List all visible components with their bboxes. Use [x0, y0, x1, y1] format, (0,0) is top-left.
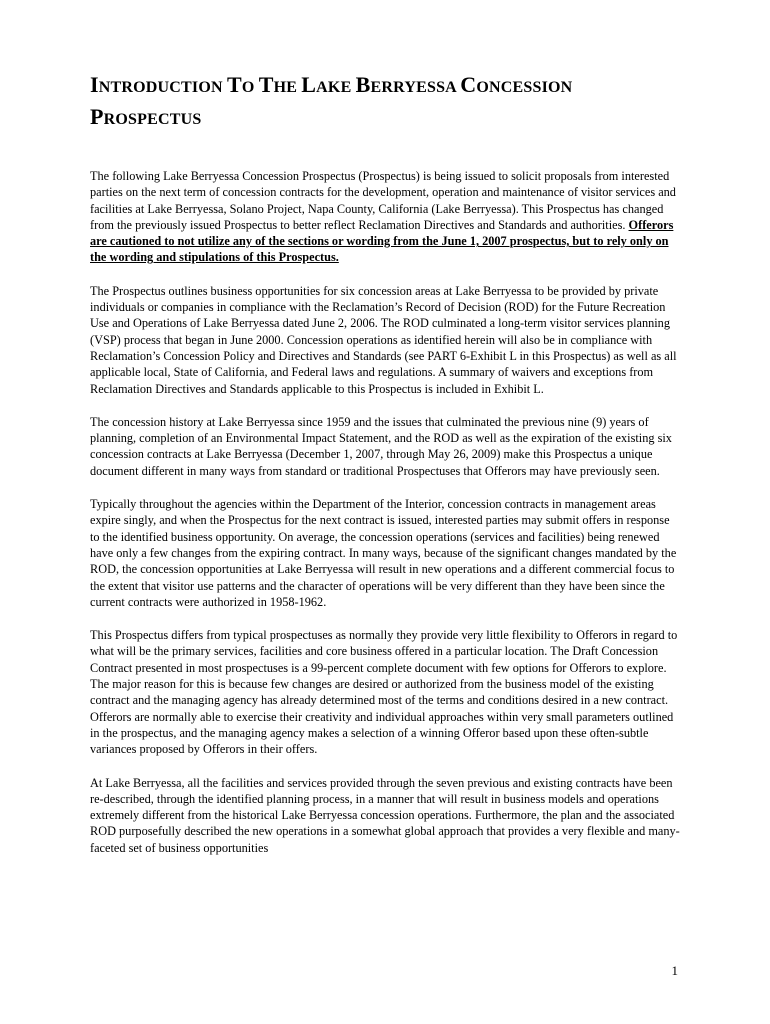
- paragraph-lake-berryessa-facilities: At Lake Berryessa, all the facilities and services provided through the seven previous and existing contracts have been re-described, through the identified planning process, in a manner that will result in business models and operations extremely different from the historical Lake Berryessa concession operations. Furthermore, the plan and the associated ROD purposefully described the new operations in a somewhat global approach that provides a very flexible and many-faceted set of business opportunities: [90, 775, 680, 855]
- paragraph-prospectus-differences: This Prospectus differs from typical prospectuses as normally they provide very little flexibility to Offerors in regard to what will be the primary services, facilities and core business offered in a particular location. The Draft Concession Contract presented in most prospectuses is a 99-percent complete document with few options for Offerors to explore. The major reason for this is because few changes are desired or authorized from the business model of the existing contract and the managing agency has already determined most of the terms and conditions desired in a new contract. Offerors are normally able to exercise their creativity and individual approaches within very small parameters outlined in the prospectus, and the managing agency makes a selection of a winning Offeror based upon these often-subtle variances proposed by Offerors in their offers.: [90, 628, 678, 757]
- paragraph-business-opportunities: The Prospectus outlines business opportunities for six concession areas at Lake Berryessa to be provided by private individuals or companies in compliance with the Reclamation’s Record of Decision (ROD) for the Future Recreation Use and Operations of Lake Berryessa dated June 2, 2006. The ROD culminated a long-term visitor services planning (VSP) process that began in June 2000. Concession operations as identified herein will also be in compliance with Reclamation’s Concession Policy and Directives and Standards (see PART 6-Exhibit L in this Prospectus) as well as all applicable local, State of California, and Federal laws and regulations. A summary of waivers and exceptions from Reclamation Directives and Standards applicable to this Prospectus is included in Exhibit L.: [90, 283, 677, 396]
- offeror-warning: Offerors are cautioned to not utilize any of the sections or wording from the June 1, 2007 prospectus, but to rely only on the wording and stipulations of this Prospectus.: [90, 217, 674, 265]
- paragraph-intro: [90, 168, 680, 266]
- paragraph-typical-contracts: Typically throughout the agencies within the Department of the Interior, concession contracts in management areas expire singly, and when the Prospectus for the next contract is issued, interested parties may submit offers in response to the identified business opportunity. On average, the concession operations (services and facilities) being renewed have only a few changes from the expiring contract. In many ways, because of the significant changes mandated by the ROD, the concession opportunities at Lake Berryessa will result in new operations and a different commercial focus to the extent that visitor use patterns and the character of operations will be very different than they have been since the current contracts were authorized in 1958-1962.: [90, 497, 677, 609]
- document-title: INTRODUCTION TO THE LAKE BERRYESSA CONCESSION PROSPECTUS: [90, 72, 573, 129]
- page-number: 1: [671, 963, 678, 978]
- paragraph-concession-history: The concession history at Lake Berryessa since 1959 and the issues that culminated the previous nine (9) years of planning, completion of an Environmental Impact Statement, and the ROD as well as the expiration of the existing six concession contracts at Lake Berryessa (December 1, 2007, through May 26, 2009) make this Prospectus a unique document different in many ways from standard or traditional Prospectuses that Offerors may have previously seen.: [90, 414, 672, 478]
- paragraph-intro-text: The following Lake Berryessa Concession Prospectus (Prospectus) is being issued to solicit proposals from interested parties on the next term of concession contracts for the development, operation and maintenance of visitor services and facilities at Lake Berryessa, Solano Project, Napa County, California (Lake Berryessa). This Prospectus has changed from the previously issued Prospectus to better reflect Reclamation Directives and Standards and authorities.: [90, 169, 676, 232]
- document-page: [90, 70, 680, 873]
